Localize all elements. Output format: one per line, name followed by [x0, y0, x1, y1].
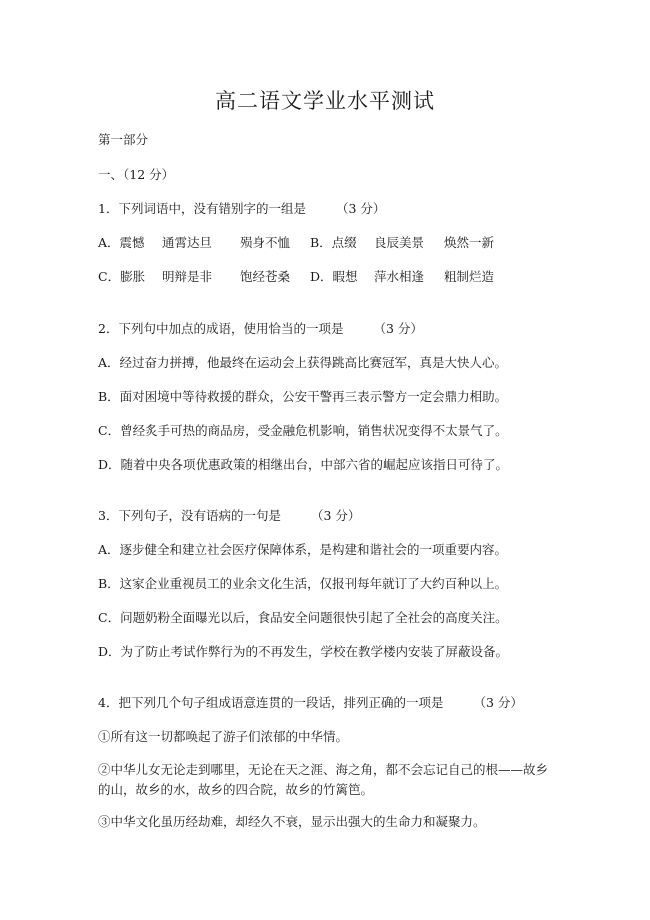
- question-2-stem: [98, 321, 423, 337]
- option-cell: 粗制烂造: [444, 269, 495, 284]
- option-cell: 殒身不恤: [240, 235, 291, 250]
- question-3-stem: [98, 508, 360, 524]
- option-cell: B．点缀: [310, 235, 357, 250]
- option-cell: 通霄达旦: [162, 235, 213, 250]
- option-cell: 良辰美景: [374, 235, 425, 250]
- question-4-item-1: ①所有这一切都唤起了游子们浓郁的中华情。: [98, 729, 349, 744]
- question-4-item-3: ③中华文化虽历经劫难，却经久不衰，显示出强大的生命力和凝聚力。: [98, 814, 486, 829]
- question-3-option-d: D．为了防止考试作弊行为的不再发生，学校在教学楼内安装了屏蔽设备。: [98, 644, 509, 659]
- option-cell: 萍水相逢: [374, 269, 425, 284]
- page-title: 高二语文学业水平测试: [215, 89, 435, 113]
- question-4-stem: [98, 695, 523, 711]
- question-1-options-row-1: [98, 235, 494, 251]
- option-cell: D．暇想: [310, 269, 358, 284]
- option-cell: C．膨胀: [98, 269, 146, 284]
- question-2-option-c: C．曾经炙手可热的商品房，受金融危机影响，销售状况变得不太景气了。: [98, 423, 508, 438]
- option-cell: A．震憾: [98, 235, 145, 250]
- question-4-item-2: ②中华儿女无论走到哪里，无论在天之涯、海之角，都不会忘记自己的根——故乡的山，故乡的水，故乡的四合院，故乡的竹篱笆。: [98, 762, 549, 797]
- question-1-stem: [98, 201, 385, 217]
- section-heading: 一、（12 分）: [98, 167, 175, 182]
- option-cell: 饱经苍桑: [240, 269, 291, 284]
- question-1-score: （3 分）: [335, 201, 386, 216]
- question-3-option-a: A．逐步健全和建立社会医疗保障体系，是构建和谐社会的一项重要内容。: [98, 542, 508, 557]
- question-2-option-d: D．随着中央各项优惠政策的相继出台，中部六省的崛起应该指日可待了。: [98, 457, 509, 472]
- part-heading: 第一部分: [98, 132, 149, 147]
- question-3-score: （3 分）: [310, 508, 361, 523]
- question-3-option-b: B．这家企业重视员工的业余文化生活，仅报刊每年就订了大约百种以上。: [98, 576, 508, 591]
- question-3-option-c: C．问题奶粉全面曝光以后，食品安全问题很快引起了全社会的高度关注。: [98, 610, 508, 625]
- question-2-option-a: A．经过奋力拼搏，他最终在运动会上获得跳高比赛冠军，真是大快人心。: [98, 355, 508, 370]
- question-1-text: 1．下列词语中，没有错别字的一组是: [98, 201, 306, 216]
- question-1-options-row-2: [98, 269, 494, 285]
- question-2-option-b: B．面对困境中等待救援的群众，公安干警再三表示警方一定会鼎力相助。: [98, 389, 508, 404]
- question-3-text: 3．下列句子，没有语病的一句是: [98, 508, 281, 523]
- question-2-score: （3 分）: [373, 321, 423, 336]
- question-4-score: （3 分）: [473, 695, 523, 710]
- question-2-text: 2．下列句中加点的成语，使用恰当的一项是: [98, 321, 344, 336]
- option-cell: 焕然一新: [444, 235, 495, 250]
- question-4-text: 4．把下列几个句子组成语意连贯的一段话，排列正确的一项是: [98, 695, 444, 710]
- option-cell: 明辩是非: [162, 269, 213, 284]
